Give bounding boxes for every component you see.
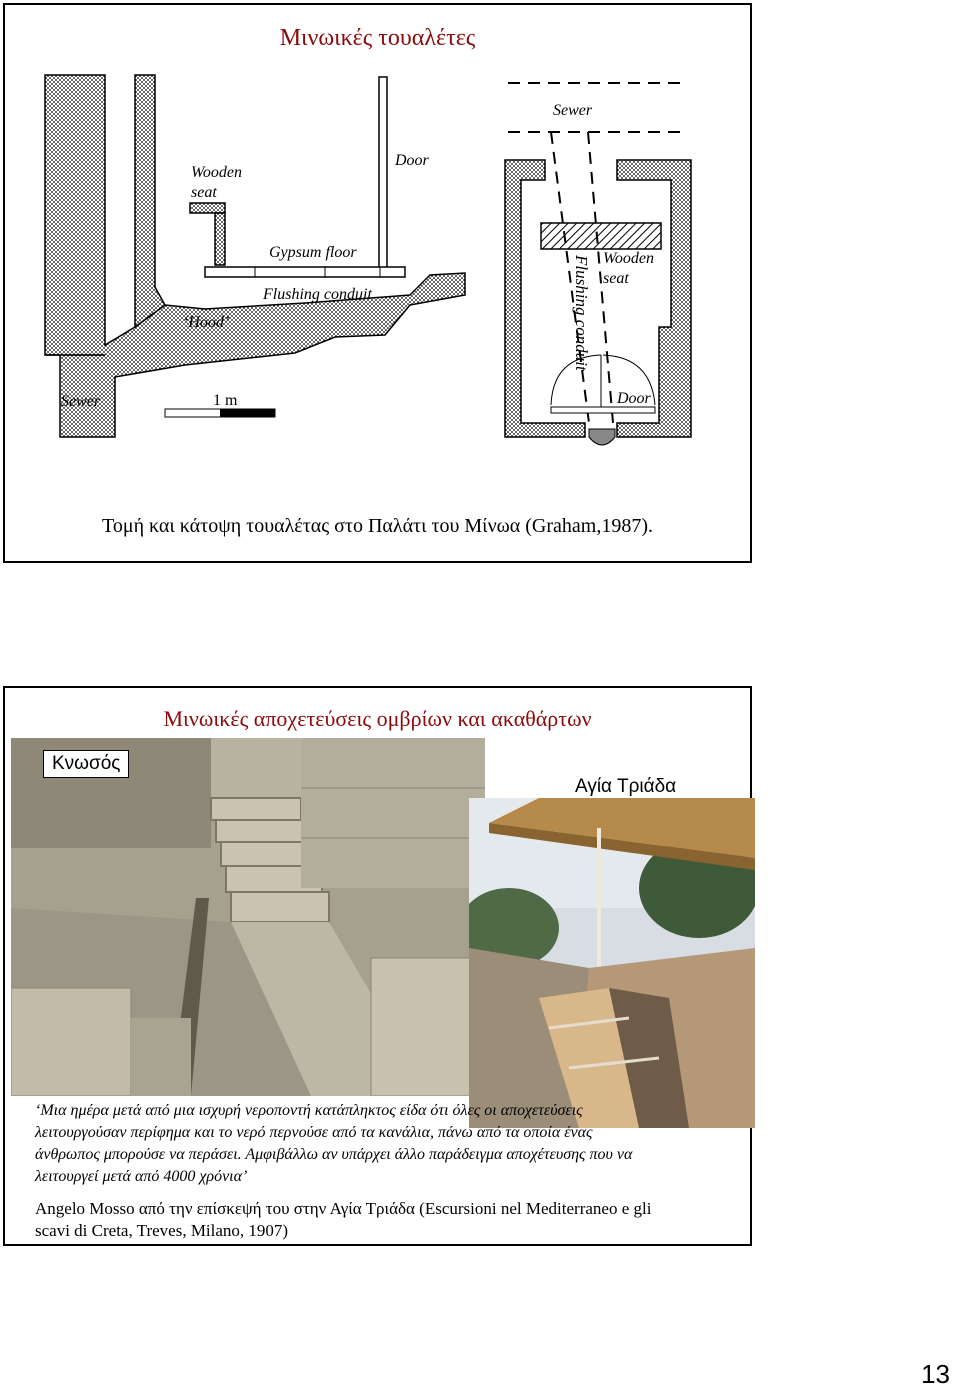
label-wooden-seat-left: Wooden (191, 164, 242, 181)
knossos-drainage-photo (11, 738, 485, 1096)
quote-line: λειτουργεί μετά από 4000 χρόνια’ (35, 1168, 248, 1185)
label-hood: ‘Hood’ (183, 314, 230, 331)
page-number: 13 (921, 1359, 950, 1389)
label-scale: 1 m (213, 392, 238, 409)
label-knossos: Κνωσός (43, 750, 129, 778)
label-wooden-seat-left-2: seat (191, 184, 217, 201)
quote-line: λειτουργούσαν περίφημα και το νερό περνούσε από τα κανάλια, πάνω από τα οποία ένας (35, 1124, 593, 1141)
label-door-left: Door (395, 152, 429, 169)
toilet-section-plan-diagram (5, 5, 750, 485)
agia-triada-photo-illustration (469, 798, 755, 1128)
knossos-photo-illustration (11, 738, 485, 1096)
quote-line: άνθρωπος μπορούσε να περάσει. Αμφιβάλλω αν υπάρχει άλλο παράδειγμα αποχέτευσης που να (35, 1146, 633, 1163)
label-flushing-conduit-left: Flushing conduit (263, 286, 372, 303)
quote-credit (35, 1198, 745, 1242)
label-agia-triada: Αγία Τριάδα (575, 776, 677, 797)
quote-line: ‘Μια ημέρα μετά από μια ισχυρή νεροποντή κατάπληκτος είδα ότι όλες οι αποχετεύσεις (35, 1102, 583, 1119)
slide-toilets (3, 3, 752, 563)
diagram-caption: Τομή και κάτοψη τουαλέτας στο Παλάτι του Μίνωα (Graham,1987). (102, 515, 653, 537)
credit-line: scavi di Creta, Treves, Milano, 1907) (35, 1221, 289, 1240)
credit-line: Angelo Mosso από την επίσκεψή του στην Αγία Τριάδα (Escursioni nel Mediterraneo e gli (35, 1199, 652, 1218)
label-sewer-left: Sewer (61, 393, 101, 410)
mosso-quote (35, 1100, 745, 1188)
slide-drainage (3, 686, 752, 1246)
label-wooden-seat-right-2: seat (603, 270, 629, 287)
label-wooden-seat-right: Wooden (603, 250, 654, 267)
label-gypsum-floor: Gypsum floor (269, 244, 357, 261)
plan-wooden-seat (541, 223, 661, 249)
label-flushing-conduit-right: Flushing conduit (572, 255, 591, 371)
label-sewer-right: Sewer (553, 102, 593, 119)
slide-title: Μινωικές αποχετεύσεις ομβρίων και ακαθάρτων (163, 706, 592, 731)
label-door-right: Door (617, 390, 651, 407)
slide-title: Μινωικές τουαλέτες (279, 25, 476, 51)
masonry-section (45, 75, 465, 437)
agia-triada-drainage-photo (469, 798, 755, 1128)
